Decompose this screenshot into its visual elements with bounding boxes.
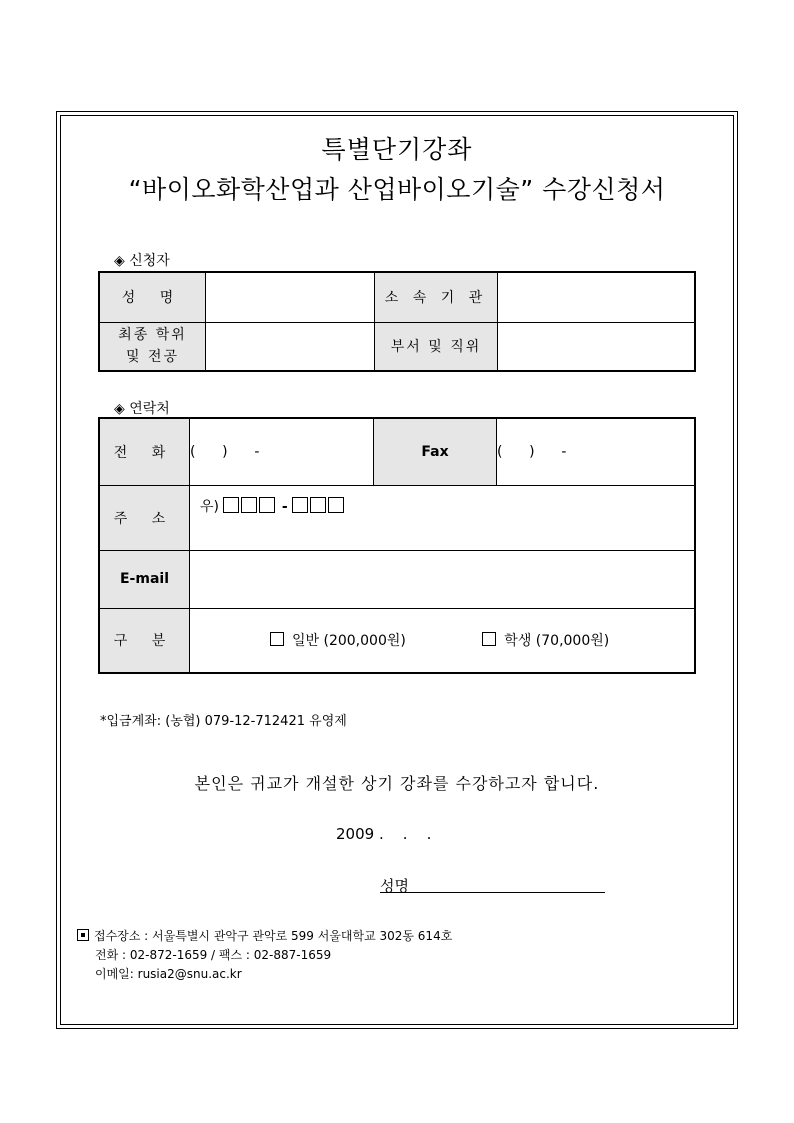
name-input[interactable] <box>206 272 375 322</box>
category-options <box>190 608 696 673</box>
option-general[interactable]: 일반 (200,000원) <box>270 633 410 649</box>
form-subtitle: “바이오화학산업과 산업바이오기술” 수강신청서 <box>128 175 666 204</box>
email-label: E-mail <box>99 550 190 608</box>
postal-box[interactable] <box>292 497 308 513</box>
footer-email: 이메일: rusia2@snu.ac.kr <box>95 967 242 981</box>
signature-line[interactable] <box>380 892 605 893</box>
form-title: 특별단기강좌 <box>321 135 473 164</box>
postal-box[interactable] <box>259 497 275 513</box>
footer-phone: 전화 : 02-872-1659 / 팩스 : 02-887-1659 <box>95 948 332 962</box>
applicant-table <box>98 271 696 372</box>
postal-box[interactable] <box>241 497 257 513</box>
diamond-icon: ◈ <box>114 253 125 269</box>
dept-label: 부서 및 직위 <box>375 322 498 371</box>
payment-note: *입금계좌: (농협) 079-12-712421 유영제 <box>100 714 347 729</box>
email-input[interactable] <box>190 550 696 608</box>
dept-input[interactable] <box>498 322 696 371</box>
degree-input[interactable] <box>206 322 375 371</box>
name-label: 성 명 <box>99 272 206 322</box>
signature-label: 성명 <box>380 877 409 895</box>
postal-box[interactable] <box>223 497 239 513</box>
contact-section-label <box>114 398 170 418</box>
org-input[interactable] <box>498 272 696 322</box>
square-bullet-icon <box>77 929 89 941</box>
degree-label: 최종 학위 및 전공 <box>99 322 206 371</box>
date-line: 2009 . . . <box>336 825 432 843</box>
contact-table <box>98 417 696 674</box>
org-label: 소 속 기 관 <box>375 272 498 322</box>
fax-input[interactable]: ( ) - <box>497 418 696 485</box>
address-input[interactable] <box>190 485 696 550</box>
checkbox-general[interactable] <box>270 632 284 646</box>
phone-label: 전 화 <box>99 418 190 485</box>
postal-box[interactable] <box>310 497 326 513</box>
postal-dash: - <box>281 498 288 515</box>
option-student[interactable]: 학생 (70,000원) <box>482 633 609 649</box>
contact-section-text: 연락처 <box>129 401 170 417</box>
diamond-icon: ◈ <box>114 401 125 417</box>
applicant-section-text: 신청자 <box>129 253 170 269</box>
postal-prefix: 우) <box>200 498 219 515</box>
category-label: 구 분 <box>99 608 190 673</box>
checkbox-student[interactable] <box>482 632 496 646</box>
address-label: 주 소 <box>99 485 190 550</box>
fax-label: Fax <box>374 418 497 485</box>
statement: 본인은 귀교가 개설한 상기 강좌를 수강하고자 합니다. <box>194 774 600 793</box>
phone-input[interactable]: ( ) - <box>190 418 374 485</box>
applicant-section-label <box>114 250 170 270</box>
footer-address: 접수장소 : 서울특별시 관악구 관악로 599 서울대학교 302동 614호 <box>77 927 452 944</box>
postal-box[interactable] <box>328 497 344 513</box>
